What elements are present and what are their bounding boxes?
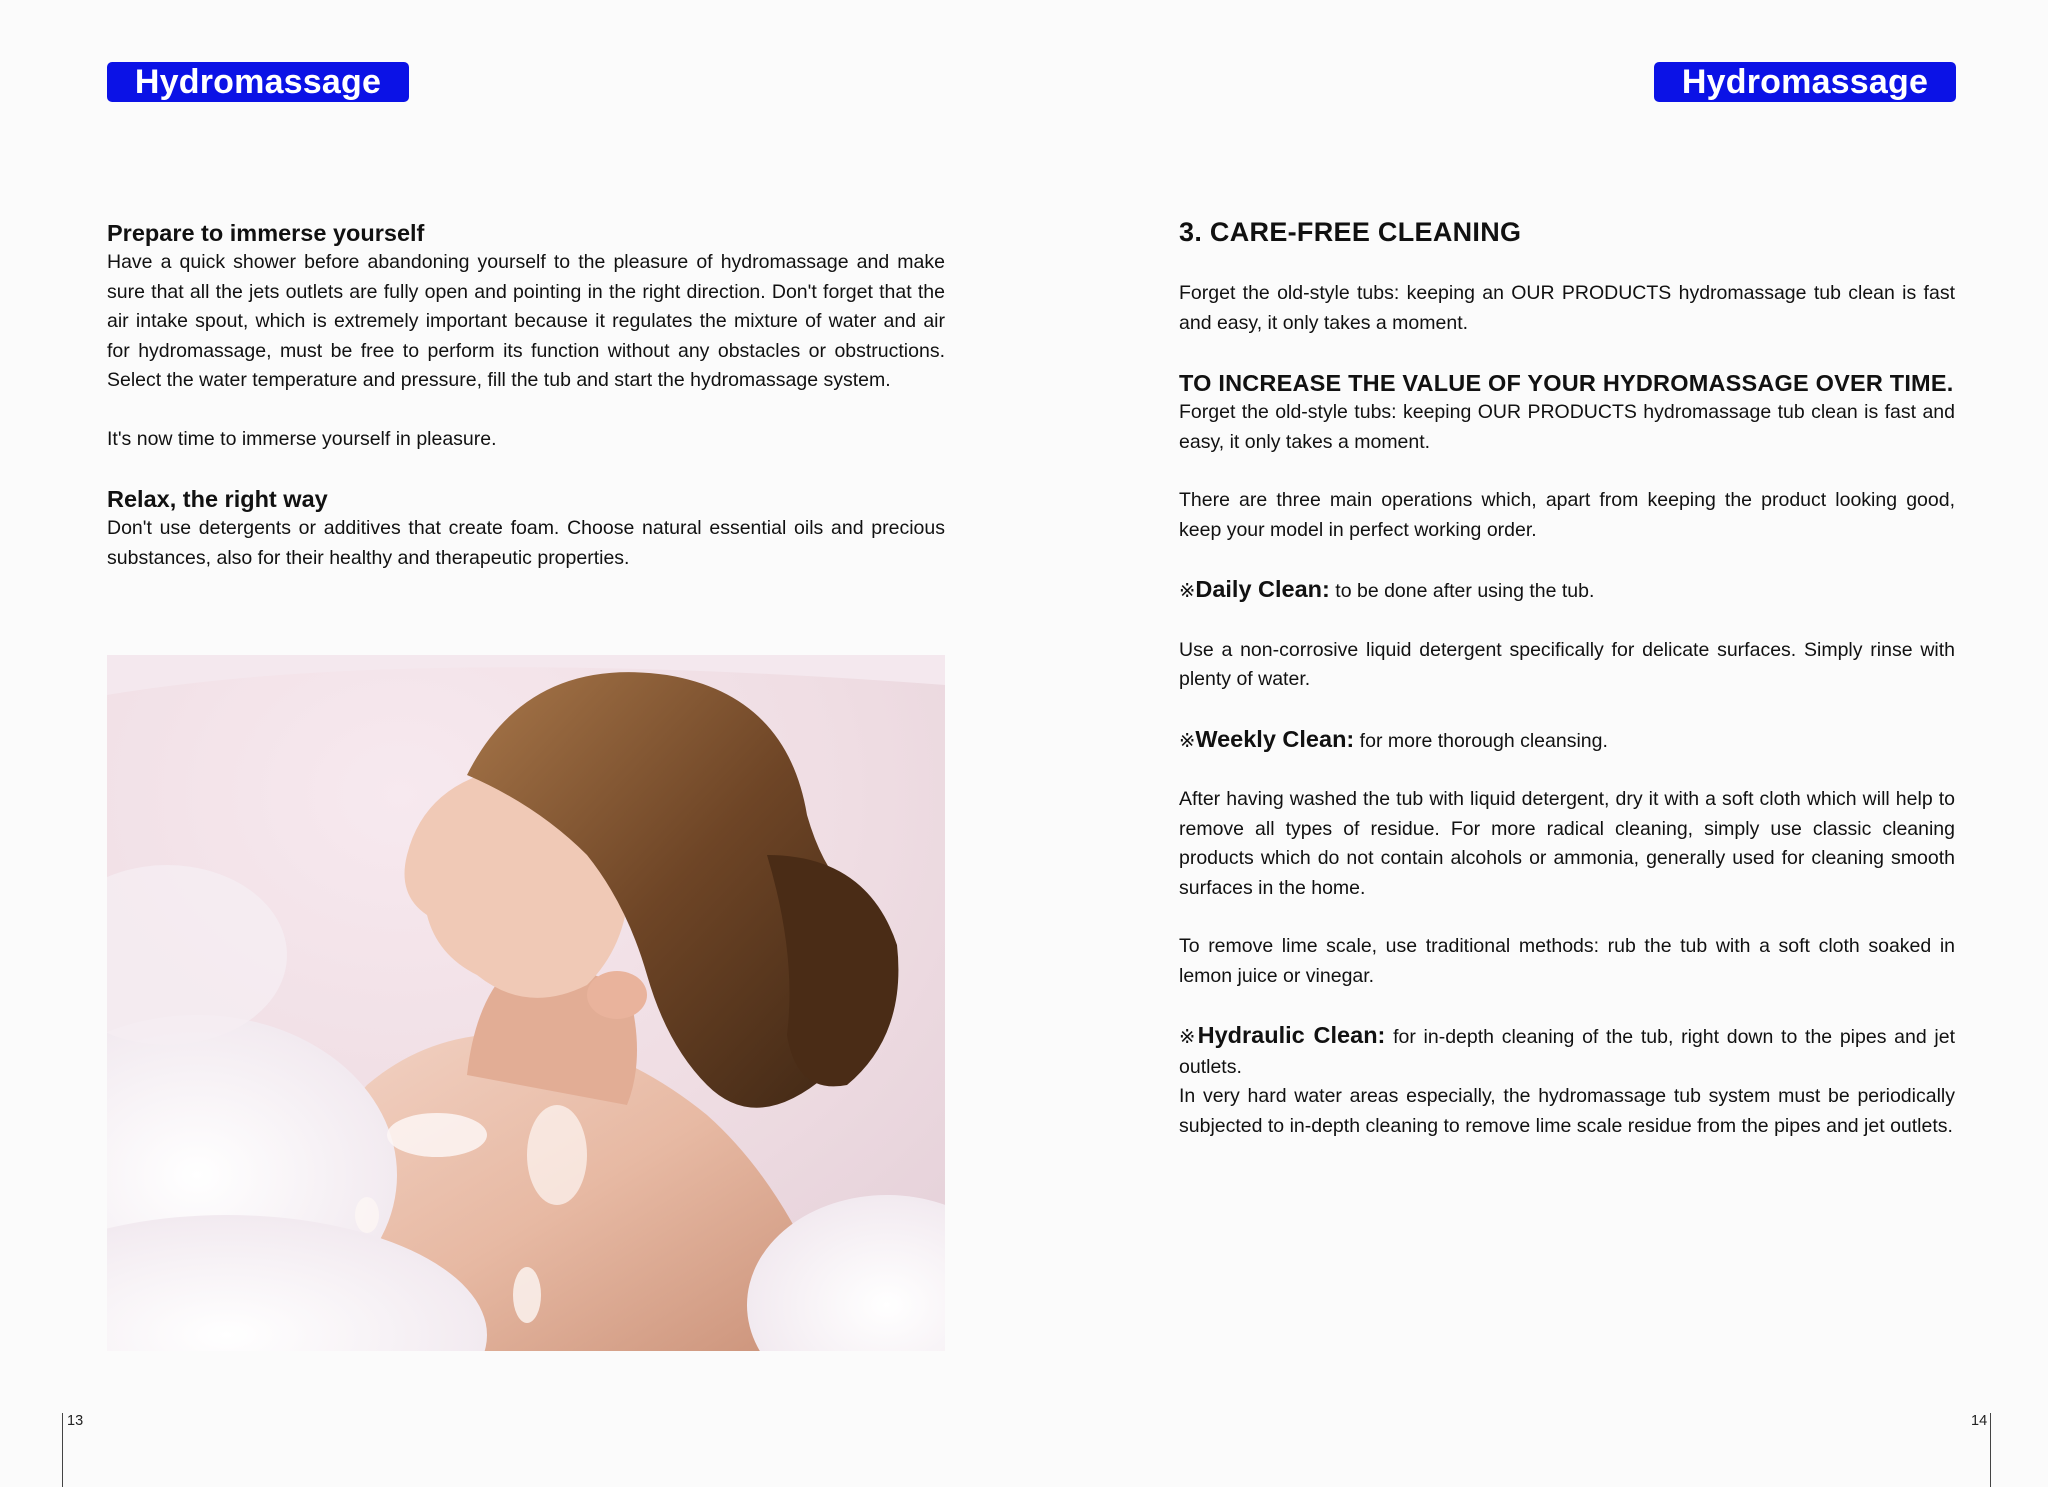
woman-in-bath-photo [107, 655, 945, 1351]
page-number-left: 13 [67, 1413, 84, 1429]
weekly-clean-desc: for more thorough cleansing. [1354, 729, 1608, 752]
paragraph-operations: There are three main operations which, apart from keeping the product looking good, keep your model in perfect working order. [1179, 489, 1955, 541]
daily-clean-label: Daily Clean: [1195, 576, 1330, 602]
paragraph-relax: Don't use detergents or additives that create foam. Choose natural essential oils and precious substances, also for their healthy and therapeutic properties. [107, 517, 945, 569]
paragraph-daily: Use a non-corrosive liquid detergent specifically for delicate surfaces. Simply rinse with plenty of water. [1179, 638, 1955, 690]
page-number-right: 14 [1971, 1413, 1988, 1429]
hydraulic-clean-desc: for in-depth cleaning of the tub, right down to the pipes and jet outlets. [1179, 1026, 1955, 1078]
bath-illustration [107, 655, 945, 1351]
paragraph-weekly: After having washed the tub with liquid detergent, dry it with a soft cloth which will help to remove all types of residue. For more radical cleaning, simply use classic cleaning products which do not contain alcohols or ammonia, generally used for cleaning smooth surfaces in the home. [1179, 788, 1955, 899]
heading-prepare: Prepare to immerse yourself [107, 220, 425, 246]
heading-relax: Relax, the right way [107, 486, 328, 512]
reference-mark-icon: ※ [1179, 1026, 1198, 1048]
footer-line-right [1990, 1413, 1991, 1487]
hydraulic-clean-label: Hydraulic Clean: [1197, 1022, 1386, 1048]
footer-line-left [62, 1413, 63, 1487]
left-text-column [107, 218, 945, 573]
heading-care-free-cleaning: 3. CARE-FREE CLEANING [1179, 217, 1522, 247]
section-badge-right: Hydromassage [1654, 62, 1956, 102]
weekly-clean-label: Weekly Clean: [1195, 725, 1355, 752]
paragraph-increase-value: Forget the old-style tubs: keeping OUR PRODUCTS hydromassage tub clean is fast and easy, it only takes a moment. [1179, 401, 1955, 453]
reference-mark-icon: ※ [1179, 580, 1196, 602]
paragraph-immerse: It's now time to immerse yourself in pleasure. [107, 427, 497, 450]
hydraulic-clean-line [1179, 1021, 1955, 1082]
paragraph-lime-scale: To remove lime scale, use traditional methods: rub the tub with a soft cloth soaked in lemon juice or vinegar. [1179, 935, 1955, 987]
section-badge-left: Hydromassage [107, 62, 409, 102]
daily-clean-line [1179, 575, 1955, 607]
paragraph-hydraulic: In very hard water areas especially, the hydromassage tub system must be periodically subjected to in-depth cleaning to remove lime scale residue from the pipes and jet outlets. [1179, 1085, 1955, 1137]
daily-clean-desc: to be done after using the tub. [1329, 580, 1595, 602]
weekly-clean-line [1179, 725, 1955, 757]
paragraph-intro: Forget the old-style tubs: keeping an OUR PRODUCTS hydromassage tub clean is fast and easy, it only takes a moment. [1179, 282, 1955, 334]
right-text-column [1179, 214, 1955, 1141]
heading-increase-value: TO INCREASE THE VALUE OF YOUR HYDROMASSAGE OVER TIME. [1179, 370, 1954, 396]
right-page [1024, 0, 2048, 1487]
reference-mark-icon: ※ [1179, 729, 1196, 752]
paragraph-prepare: Have a quick shower before abandoning yourself to the pleasure of hydromassage and make sure that all the jets outlets are fully open and pointing in the right direction. Don't forget that the air intake spout, which is extremely important because it regulates the mixture of water and air for hydromassage, must be free to perform its function without any obstacles or obstructions. Select the water temperature and pressure, fill the tub and start the hydromassage system. [107, 251, 945, 391]
